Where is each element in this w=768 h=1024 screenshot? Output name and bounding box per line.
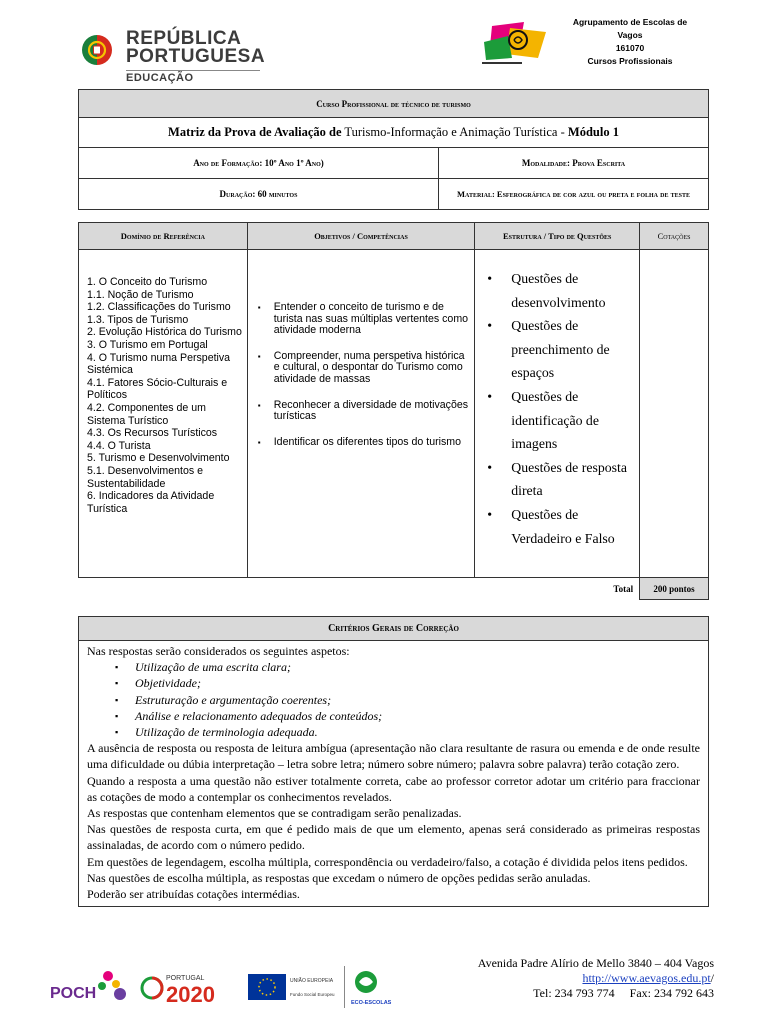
training-year: Ano de Formação: 10º Ano 1º Ano) bbox=[79, 148, 439, 179]
portugal-label: PORTUGAL bbox=[166, 975, 205, 982]
brand-education-label: EDUCAÇÃO bbox=[126, 72, 194, 84]
objetivos-cell bbox=[247, 250, 475, 578]
dominio-cell bbox=[79, 250, 248, 578]
year-2020-label: 2020 bbox=[166, 982, 215, 1007]
exam-title-prefix: Matriz da Prova de Avaliação de bbox=[168, 125, 342, 139]
poch-label: POCH bbox=[50, 985, 97, 1002]
dominio-item: 4.1. Fatores Sócio-Culturais e Políticos bbox=[87, 376, 228, 402]
funding-logos bbox=[48, 966, 418, 1008]
exam-subject: Turismo-Informação e Animação Turística bbox=[344, 125, 558, 139]
eco-escolas-label: ECO-ESCOLAS bbox=[351, 1000, 392, 1006]
criteria-paragraph: Poderão ser atribuídas cotações intermédias. bbox=[87, 887, 300, 902]
dominio-item: 1.3. Tipos de Turismo bbox=[87, 313, 189, 326]
estrutura-cell bbox=[475, 250, 640, 578]
website-link[interactable]: http://www.aevagos.edu.pt bbox=[582, 971, 711, 985]
eco-escolas-logo-icon bbox=[344, 966, 392, 1008]
website-line bbox=[420, 971, 714, 986]
dominio-item: 1.2. Classificações do Turismo bbox=[87, 301, 231, 314]
dominio-item: 5. Turismo e Desenvolvimento bbox=[87, 452, 230, 465]
cotacoes-cell bbox=[640, 250, 709, 578]
estrutura-item: • Questões de Verdadeiro e Falso bbox=[511, 503, 635, 550]
portugal-2020-logo-icon bbox=[142, 975, 215, 1007]
total-label: Total bbox=[613, 583, 634, 594]
criteria-paragraph: Em questões de legendagem, escolha múltipla, correspondência ou verdadeiro/falso, a cotação é dividida pelos itens pedidos. bbox=[87, 854, 688, 869]
school-courses: Cursos Profissionais bbox=[587, 56, 673, 66]
contact-line: Tel: 234 793 774 Fax: 234 792 643 bbox=[533, 986, 714, 1000]
brand-divider bbox=[126, 70, 260, 71]
exam-modality: Modalidade: Prova Escrita bbox=[439, 148, 709, 179]
header-cotacoes: Cotações bbox=[640, 223, 709, 250]
criteria-item: ▪ Utilização de terminologia adequada. bbox=[135, 724, 700, 740]
objetivo-item: ▪ Reconhecer a diversidade de motivações turísticas bbox=[274, 400, 469, 423]
republica-portuguesa-logo bbox=[78, 28, 268, 84]
poch-logo-icon bbox=[50, 971, 126, 1002]
criteria-list bbox=[87, 659, 700, 740]
criteria-item: ▪ Objetividade; bbox=[135, 675, 700, 691]
criteria-header: Critérios Gerais de Correção bbox=[79, 617, 709, 641]
school-name: Agrupamento de Escolas de Vagos bbox=[572, 17, 688, 40]
header-objetivos: Objetivos / Competências bbox=[247, 223, 475, 250]
header-estrutura: Estrutura / Tipo de Questões bbox=[475, 223, 640, 250]
criteria-intro: Nas respostas serão considerados os seguintes aspetos: bbox=[87, 644, 350, 658]
exam-title-dash: - bbox=[557, 125, 568, 139]
criteria-paragraph: A ausência de resposta ou resposta de leitura ambígua (apresentação não clara resultante de rasura ou emenda e de onde resulte uma dificuldade ou dúbia interpretação – letra sobre letra; número sobre número; palavra sobre palavra) terão cotação zero. bbox=[87, 741, 700, 772]
exam-title bbox=[79, 118, 709, 148]
total-value: 200 pontos bbox=[640, 578, 709, 600]
exam-material: Material: Esferográfica de cor azul ou preta e folha de teste bbox=[439, 179, 709, 210]
criteria-paragraph: Nas questões de resposta curta, em que é pedido mais de que um elemento, apenas será considerado as primeiras respostas assinaladas, de acordo com o número pedido. bbox=[87, 822, 700, 853]
criteria-paragraph: As respostas que contenham elementos que se contradigam serão penalizadas. bbox=[87, 806, 462, 821]
dominio-item: 5.1. Desenvolvimentos e Sustentabilidade bbox=[87, 464, 204, 490]
portuguese-coat-of-arms-icon bbox=[78, 30, 116, 70]
dominio-item: 4.2. Componentes de um Sistema Turístico bbox=[87, 401, 206, 427]
correction-criteria-table bbox=[78, 616, 709, 907]
estrutura-item: • Questões de identificação de imagens bbox=[511, 385, 635, 456]
course-title: Curso Profissional de técnico de turismo bbox=[79, 90, 709, 118]
estrutura-item: • Questões de preenchimento de espaços bbox=[511, 314, 635, 385]
address-line: Avenida Padre Alírio de Mello 3840 – 404 Vagos bbox=[477, 956, 714, 970]
dominio-item: 2. Evolução Histórica do Turismo bbox=[87, 326, 242, 339]
criteria-paragraph: Quando a resposta a uma questão não estiver totalmente correta, cabe ao professor corretor adotar um critério para fraccionar as cotações de modo a contemplar os conhecimentos revelados. bbox=[87, 773, 700, 804]
dominio-item: 4.4. O Turista bbox=[87, 439, 151, 452]
criteria-body bbox=[79, 641, 709, 907]
objetivo-item: ▪ Entender o conceito de turismo e de turista nas suas múltiplas vertentes como atividade moderna bbox=[274, 302, 469, 337]
website-suffix: / bbox=[710, 971, 714, 985]
dominio-item: 4. O Turismo numa Perspetiva Sistémica bbox=[87, 351, 231, 377]
dominio-item: 6. Indicadores da Atividade Turística bbox=[87, 490, 215, 515]
estrutura-item: • Questões de resposta direta bbox=[511, 456, 635, 503]
exam-matrix-table bbox=[78, 222, 709, 600]
header-dominio: Domínio de Referência bbox=[79, 223, 248, 250]
brand-line-1: REPÚBLICA bbox=[126, 28, 242, 49]
school-info bbox=[560, 16, 700, 68]
fse-label: Fundo Social Europeu bbox=[290, 992, 335, 997]
brand-line-2: PORTUGUESA bbox=[126, 46, 266, 67]
school-address bbox=[420, 956, 714, 1001]
exam-info-table bbox=[78, 89, 709, 210]
school-code: 161070 bbox=[615, 43, 645, 53]
criteria-paragraph: Nas questões de escolha múltipla, as respostas que excedam o número de opções pedidas serão anuladas. bbox=[87, 870, 591, 885]
exam-duration: Duração: 60 minutos bbox=[79, 179, 439, 210]
criteria-item: ▪ Utilização de uma escrita clara; bbox=[135, 659, 700, 675]
exam-module: Módulo 1 bbox=[567, 125, 619, 139]
dominio-item: 4.3. Os Recursos Turísticos bbox=[87, 427, 218, 440]
objetivo-item: ▪ Compreender, numa perspetiva histórica e cultural, o despontar do Turismo como atividade de massas bbox=[274, 351, 469, 386]
eu-flag-icon bbox=[248, 974, 335, 1000]
school-logo-icon bbox=[478, 18, 552, 66]
dominio-item: 1.1. Noção de Turismo bbox=[87, 288, 194, 301]
objetivo-item: ▪ Identificar os diferentes tipos do turismo bbox=[274, 437, 469, 449]
dominio-item: 1. O Conceito do Turismo bbox=[87, 276, 208, 288]
estrutura-item: • Questões de desenvolvimento bbox=[511, 267, 635, 314]
eu-label: UNIÃO EUROPEIA bbox=[290, 978, 334, 984]
dominio-item: 3. O Turismo em Portugal bbox=[87, 338, 208, 351]
criteria-item: ▪ Análise e relacionamento adequados de conteúdos; bbox=[135, 708, 700, 724]
criteria-item: ▪ Estruturação e argumentação coerentes; bbox=[135, 692, 700, 708]
